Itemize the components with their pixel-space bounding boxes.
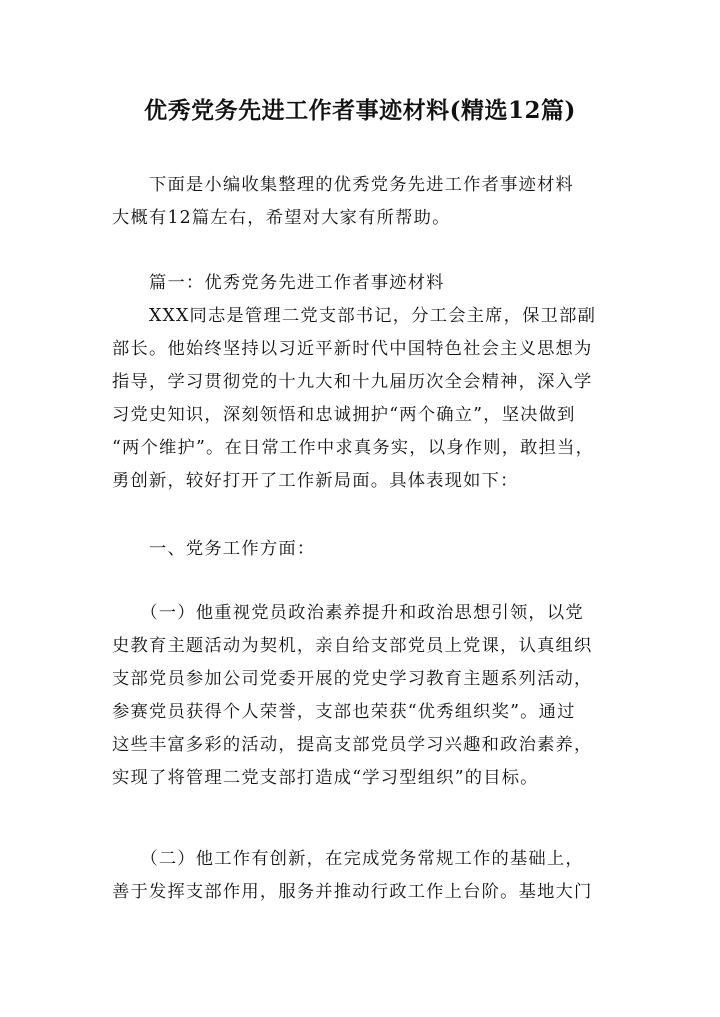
text-line: 部长。他始终坚持以习近平新时代中国特色社会主义思想为 [112,339,593,359]
document-title: 优秀党务先进工作者事迹材料(精选12篇) [144,97,576,124]
text-line: 大概有12篇左右，希望对大家有所帮助。 [112,208,451,228]
text-line: 史教育主题活动为契机，亲自给支部党员上党课，认真组织 [112,636,593,656]
text-line: 下面是小编收集整理的优秀党务先进工作者事迹材料 [112,175,575,195]
text-line: 善于发挥支部作用，服务并推动行政工作上台阶。基地大门 [112,882,593,902]
text-line: 指导，学习贯彻党的十九大和十九届历次全会精神，深入学 [112,372,593,392]
text-line: （一）他重视党员政治素养提升和政治思想引领，以党 [112,603,584,623]
text-line: 这些丰富多彩的活动，提高支部党员学习兴趣和政治素养， [112,735,593,755]
text-line: 支部党员参加公司党委开展的党史学习教育主题系列活动， [112,669,593,689]
party-work-heading [112,533,620,566]
text-line: 参赛党员获得个人荣誉，支部也荣获“优秀组织奖”。通过 [112,702,576,722]
text-line: “两个维护”。在日常工作中求真务实，以身作则，敢担当， [112,438,595,458]
intro-paragraph [112,169,620,235]
text-line: XXX同志是管理二党支部书记，分工会主席，保卫部副 [112,306,597,326]
article-one-paragraph [112,267,620,498]
point-one-paragraph [112,597,620,795]
section-heading: 篇一：优秀党务先进工作者事迹材料 [112,273,445,293]
point-two-paragraph [112,843,620,909]
text-line: 勇创新，较好打开了工作新局面。具体表现如下： [112,471,519,491]
text-line: 习党史知识，深刻领悟和忠诚拥护“两个确立”，坚决做到 [112,405,576,425]
text-line: 实现了将管理二党支部打造成“学习型组织”的目标。 [112,768,539,788]
section-heading: 一、党务工作方面： [112,539,316,559]
text-line: （二）他工作有创新，在完成党务常规工作的基础上， [112,849,584,869]
